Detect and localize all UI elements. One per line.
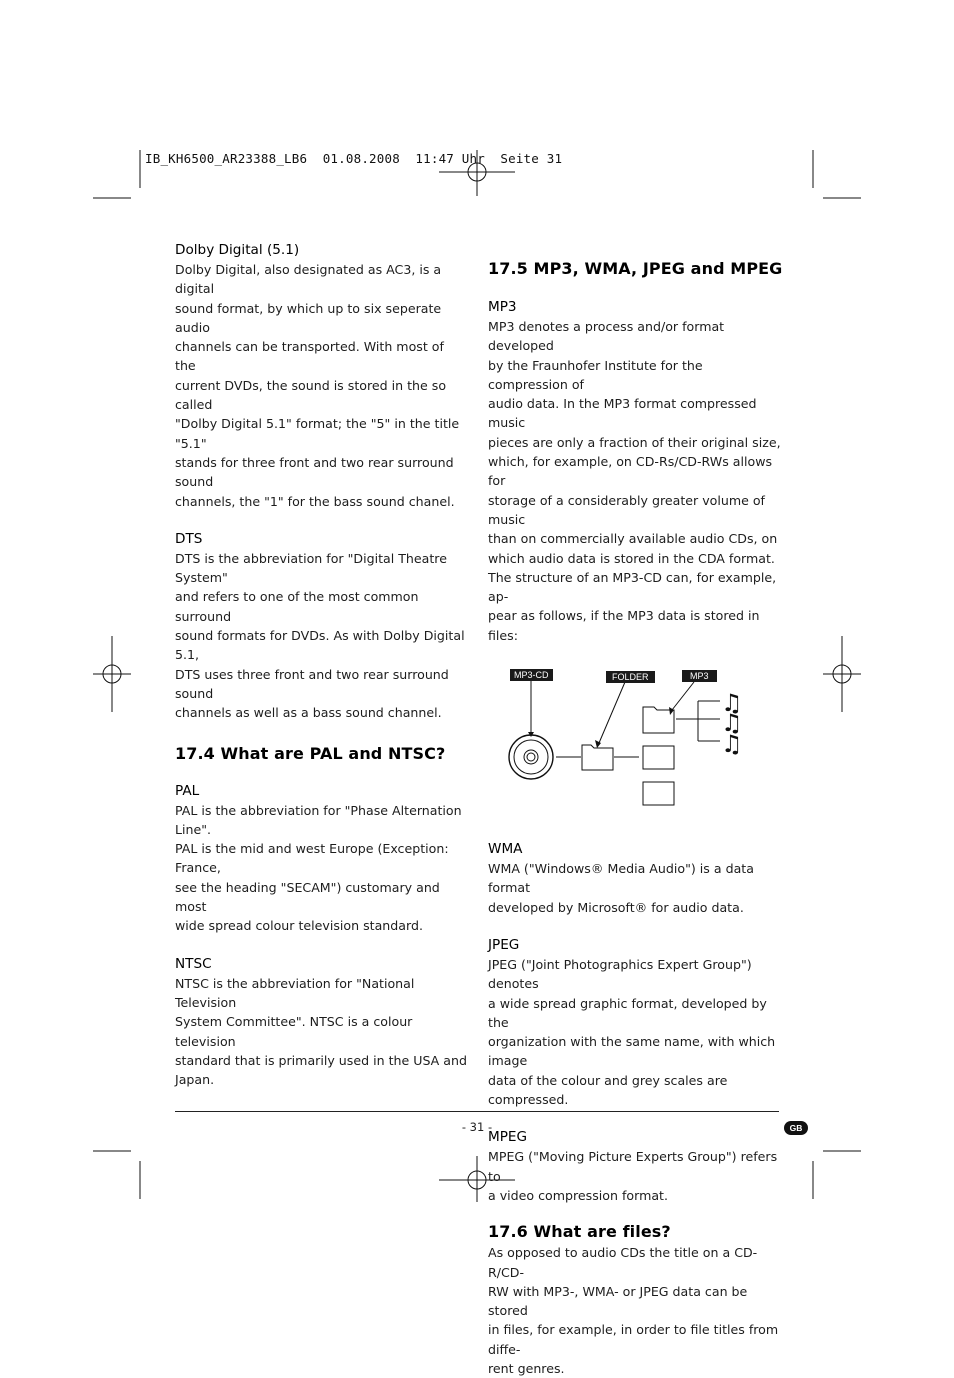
registration-mark-right: [823, 636, 861, 712]
text-line: channels as well as a bass sound channel.: [175, 705, 442, 721]
ntsc-paragraph: [175, 974, 467, 1090]
text-line: in files, for example, in order to file titles from diffe-: [488, 1322, 779, 1357]
text-line: sound formats for DVDs. As with Dolby Digital 5.1,: [175, 628, 465, 663]
svg-text:♫: ♫: [721, 709, 743, 738]
cd-disc-icon: [509, 735, 553, 779]
mp3-heading: MP3: [488, 299, 517, 315]
text-line: System Committee". NTSC is a colour television: [175, 1014, 413, 1049]
text-line: pieces are only a fraction of their original size,: [488, 434, 781, 450]
pal-heading: PAL: [175, 782, 200, 799]
text-line: As opposed to audio CDs the title on a CD-R/CD-: [488, 1245, 758, 1280]
dolby-paragraph: [175, 260, 467, 511]
text-line: see the heading "SECAM") customary and most: [175, 879, 440, 915]
text-line: MP3 denotes a process and/or format developed: [488, 319, 725, 354]
mp3-cd-label: MP3-CD: [510, 669, 553, 681]
jpeg-paragraph: [488, 955, 784, 1109]
text-line: current DVDs, the sound is stored in the so called: [175, 377, 447, 413]
text-line: pear as follows, if the MP3 data is stored in files:: [488, 608, 760, 643]
text-line: data of the colour and grey scales are compressed.: [488, 1072, 728, 1108]
text-line: "Dolby Digital 5.1" format; the "5" in the title "5.1": [175, 416, 460, 451]
music-file-icon: [721, 689, 743, 758]
text-line: JPEG ("Joint Photographics Expert Group") denotes: [488, 956, 752, 992]
print-slug-header: IB_KH6500_AR23388_LB6 01.08.2008 11:47 Uhr Seite 31: [145, 151, 563, 166]
language-badge: GB: [784, 1121, 808, 1135]
svg-text:♫: ♫: [721, 730, 743, 759]
folder-label: FOLDER: [606, 671, 655, 683]
dolby-heading: Dolby Digital (5.1): [175, 242, 300, 258]
left-column: [175, 240, 467, 1089]
pal-paragraph: [175, 801, 467, 936]
text-line: sound format, by which up to six seperate audio: [175, 300, 442, 335]
text-line: wide spread colour television standard.: [175, 918, 423, 934]
text-line: channels, the "1" for the bass sound chanel.: [175, 493, 455, 509]
text-line: a wide spread graphic format, developed by the: [488, 995, 767, 1030]
text-line: which audio data is stored in the CDA format.: [488, 550, 775, 566]
section-title-files: 17.6 What are files?: [488, 1222, 671, 1242]
text-line: developed by Microsoft® for audio data.: [488, 899, 744, 915]
wma-paragraph: [488, 859, 784, 917]
folder-icon: [643, 782, 674, 805]
files-paragraph: [488, 1243, 784, 1378]
text-line: stands for three front and two rear surround sound: [175, 454, 454, 490]
text-line: rent genres.: [488, 1360, 565, 1376]
text-line: by the Fraunhofer Institute for the compression of: [488, 357, 703, 392]
ntsc-heading: NTSC: [175, 955, 212, 972]
text-line: WMA ("Windows® Media Audio") is a data format: [488, 861, 754, 896]
text-line: Dolby Digital, also designated as AC3, is a digital: [175, 262, 442, 297]
dts-heading: DTS: [175, 530, 203, 547]
svg-text:♫: ♫: [721, 689, 743, 718]
text-line: standard that is primarily used in the USA and: [175, 1052, 467, 1068]
footer-divider: [175, 1111, 779, 1112]
mp3-cd-structure-diagram: [488, 661, 784, 811]
folder-icon: [643, 707, 674, 733]
text-line: PAL is the abbreviation for "Phase Alternation Line".: [175, 802, 462, 837]
text-line: NTSC is the abbreviation for "National Television: [175, 975, 415, 1010]
text-line: a video compression format.: [488, 1187, 668, 1203]
mpeg-heading: MPEG: [488, 1129, 528, 1146]
text-line: DTS uses three front and two rear surround sound: [175, 666, 449, 701]
jpeg-heading: JPEG: [488, 936, 520, 953]
structure-diagram-graphic: [488, 661, 784, 811]
dts-paragraph: [175, 549, 467, 723]
wma-heading: WMA: [488, 841, 523, 858]
text-line: Japan.: [175, 1072, 215, 1088]
folder-icon: [643, 746, 674, 769]
text-line: MPEG ("Moving Picture Experts Group") refers to: [488, 1149, 778, 1184]
text-line: and refers to one of the most common surround: [175, 589, 419, 624]
right-column: [488, 258, 784, 1378]
text-line: PAL is the mid and west Europe (Exception: France,: [175, 841, 449, 876]
text-line: which, for example, on CD-Rs/CD-RWs allows for: [488, 454, 773, 489]
mpeg-paragraph: [488, 1147, 784, 1205]
mp3-label: MP3: [682, 670, 717, 682]
text-line: The structure of an MP3-CD can, for example, ap-: [488, 569, 777, 605]
text-line: than on commercially available audio CDs, on: [488, 531, 778, 547]
text-line: audio data. In the MP3 format compressed music: [488, 396, 757, 431]
folder-icon: [582, 745, 613, 770]
section-title-pal-ntsc: 17.4 What are PAL and NTSC?: [175, 743, 446, 763]
text-line: organization with the same name, with which image: [488, 1034, 776, 1069]
registration-mark-left: [93, 636, 131, 712]
text-line: storage of a considerably greater volume of music: [488, 492, 765, 527]
text-line: RW with MP3-, WMA- or JPEG data can be stored: [488, 1283, 748, 1319]
page-number: - 31 -: [461, 1120, 493, 1134]
section-title-mp3-wma-jpeg-mpeg: 17.5 MP3, WMA, JPEG and MPEG: [488, 259, 783, 278]
mp3-paragraph: [488, 317, 784, 645]
text-line: DTS is the abbreviation for "Digital Theatre System": [175, 550, 447, 586]
text-line: channels can be transported. With most of the: [175, 339, 444, 374]
